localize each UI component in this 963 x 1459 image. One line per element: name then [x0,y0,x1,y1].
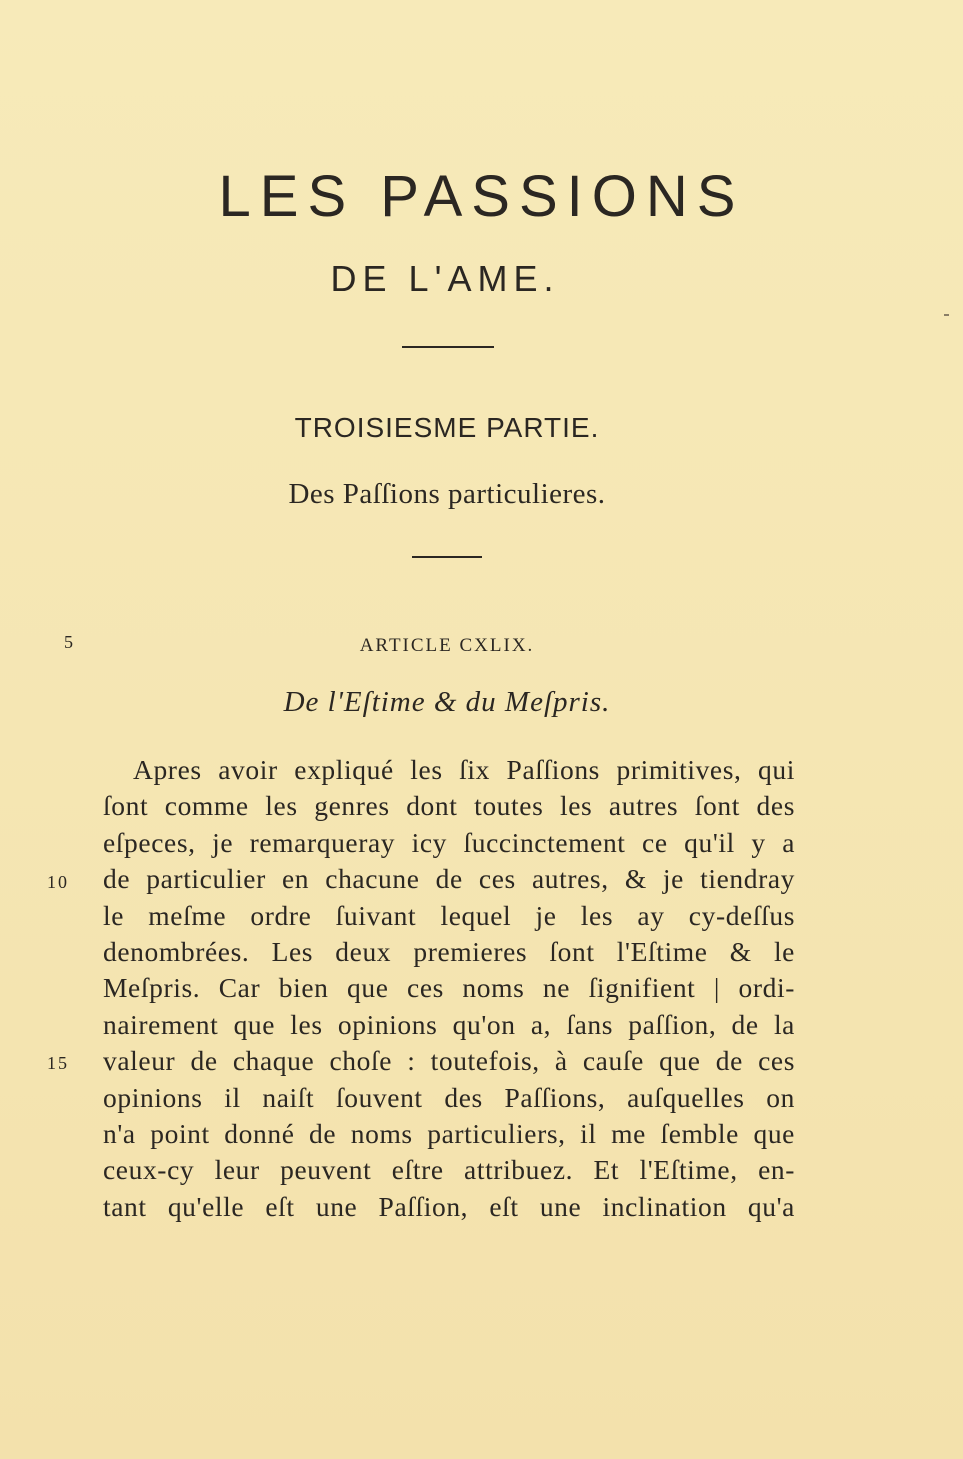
body-line: nairement que les opinions qu'on a, ſans paſſion, de la [103,1008,795,1040]
margin-line-number: 15 [47,1053,69,1073]
book-subtitle: DE L'AME. [330,258,560,299]
body-line: eſpeces, je remarqueray icy ſuccinctement ce qu'il y a [103,826,795,858]
body-line: tant qu'elle eſt une Paſſion, eſt une inclination qu'a [103,1190,795,1222]
part-heading: TROISIESME PARTIE. [294,412,600,443]
body-line: valeur de chaque choſe : toutefois, à cauſe que de ces [103,1045,795,1077]
body-line: le meſme ordre ſuivant lequel je les ay cy-deſſus [103,899,795,931]
part-subheading: Des Paſſions particulieres. [288,478,606,510]
body-line: Apres avoir expliqué les ſix Paſſions primitives, qui [133,754,795,785]
margin-line-number: 10 [47,872,69,892]
body-line: opinions il naiſt ſouvent des Paſſions, auſquelles on [103,1081,795,1113]
article-title: De l'Eſtime & du Meſpris. [283,686,611,718]
paper-speck [944,314,949,316]
body-line: ſont comme les genres dont toutes les autres ſont des [103,790,795,822]
body-line: n'a point donné de noms particuliers, il me ſemble que [103,1117,795,1149]
article-body [103,752,795,1225]
body-line: denombrées. Les deux premieres ſont l'Eſtime & le [103,935,795,967]
body-line: ceux-cy leur peuvent eſtre attribuez. Et l'Eſtime, en- [103,1154,795,1186]
article-number: ARTICLE CXLIX. [359,635,535,656]
divider-rule [402,346,494,348]
margin-line-number: 5 [64,632,73,652]
body-line: de particulier en chacune de ces autres, & je tiendray [103,863,795,895]
book-title: LES PASSIONS [218,164,745,229]
body-line: Meſpris. Car bien que ces noms ne ſignifient | ordi- [103,972,795,1004]
divider-rule [412,556,482,558]
